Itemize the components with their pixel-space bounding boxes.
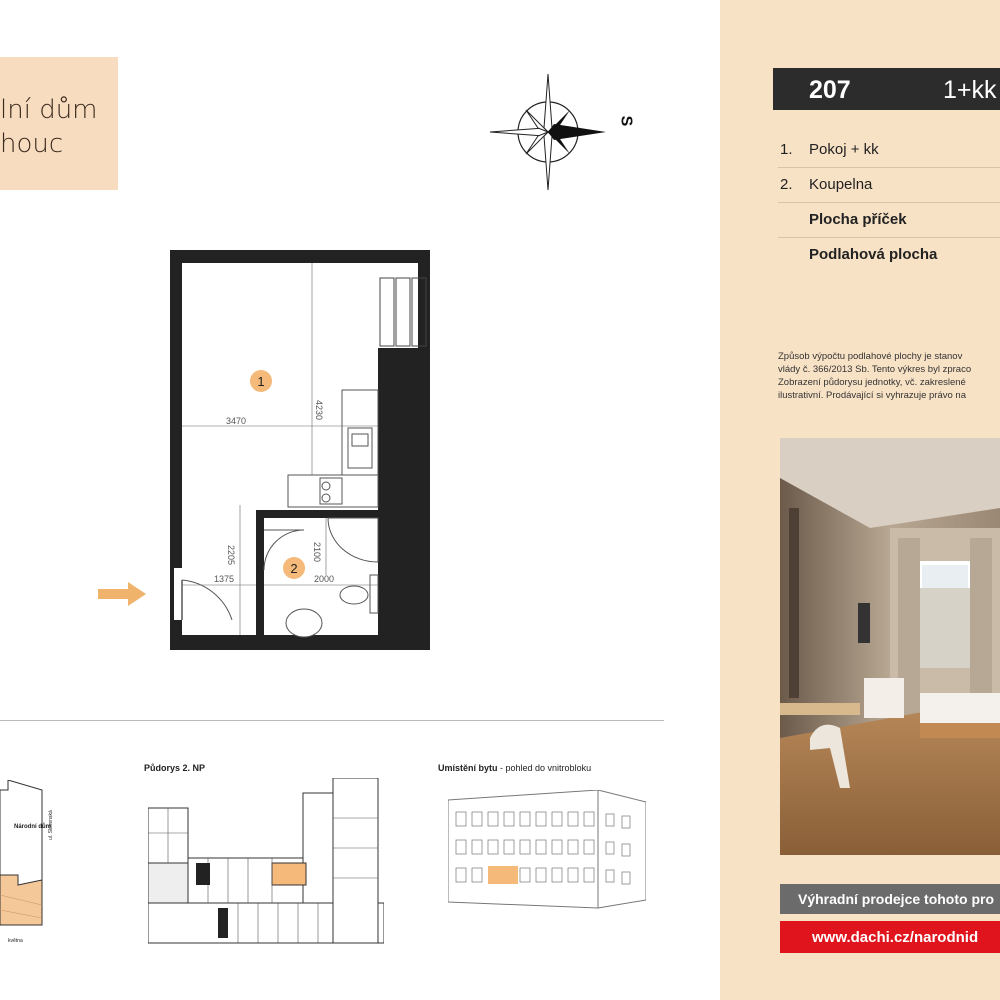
unit-header-bar <box>773 68 1000 110</box>
website-link[interactable]: www.dachi.cz/narodnid <box>812 929 979 946</box>
building-facade-location <box>448 790 646 920</box>
room-name: Pokoj + kk <box>809 141 879 158</box>
room-row-1 <box>778 133 1000 168</box>
unit-number: 207 <box>809 76 851 104</box>
website-bar[interactable] <box>780 921 1000 953</box>
room-row-partitions <box>778 203 1000 238</box>
room-index: 1. <box>780 141 793 158</box>
unit-type: 1+kk <box>943 76 997 104</box>
project-name-line1: lní dům <box>0 95 98 125</box>
room-row-floor-area <box>778 238 1000 272</box>
dim-2205: 2205 <box>226 545 236 566</box>
room-name: Koupelna <box>809 176 873 193</box>
unit-floorplan <box>170 250 430 650</box>
legal-note-line4: ilustrativní. Prodávající si vyhrazuje právo na <box>778 390 966 401</box>
unit-location-highlight <box>488 866 518 884</box>
legal-note <box>778 350 1000 402</box>
legal-note-line3: Zobrazení půdorysu jednotky, vč. zakreslené <box>778 377 966 388</box>
room-marker-1-label: 1 <box>257 374 265 389</box>
room-marker-2-label: 2 <box>290 561 298 576</box>
project-logo-box <box>0 57 118 190</box>
location-title <box>438 763 591 773</box>
entrance-arrow-icon <box>98 580 148 608</box>
room-row-2 <box>778 168 1000 203</box>
site-plan-map <box>0 780 60 950</box>
room-index: 2. <box>780 176 793 193</box>
exclusive-seller-text: Výhradní prodejce tohoto pro <box>798 891 995 907</box>
site-plan-street2: května <box>8 938 23 944</box>
legal-note-line1: Způsob výpočtu podlahové plochy je stanov <box>778 351 963 362</box>
dim-2100: 2100 <box>312 542 322 563</box>
interior-visualization-image <box>780 438 1000 855</box>
compass-icon <box>488 72 608 192</box>
site-plan-label: Národní dům <box>14 824 51 830</box>
site-plan-street: ul. Slovenská <box>48 810 54 840</box>
room-list <box>778 133 1000 272</box>
legal-note-line2: vlády č. 366/2013 Sb. Tento výkres byl zpraco <box>778 364 972 375</box>
dim-1375: 1375 <box>214 574 235 584</box>
section-divider <box>0 720 664 721</box>
project-name-line2: houc <box>0 129 64 159</box>
dim-4230: 4230 <box>314 400 324 421</box>
room-name: Plocha příček <box>809 211 907 228</box>
location-subtitle: - pohled do vnitrobloku <box>497 763 592 773</box>
room-name: Podlahová plocha <box>809 246 938 263</box>
location-title-bold: Umístění bytu <box>438 763 498 773</box>
floor-plan-title: Půdorys 2. NP <box>144 763 206 773</box>
floor-2np-plan <box>148 778 384 944</box>
compass-south-label: S <box>617 115 635 127</box>
dim-3470: 3470 <box>226 416 247 426</box>
exclusive-seller-bar <box>780 884 1000 914</box>
dim-2000: 2000 <box>314 574 335 584</box>
